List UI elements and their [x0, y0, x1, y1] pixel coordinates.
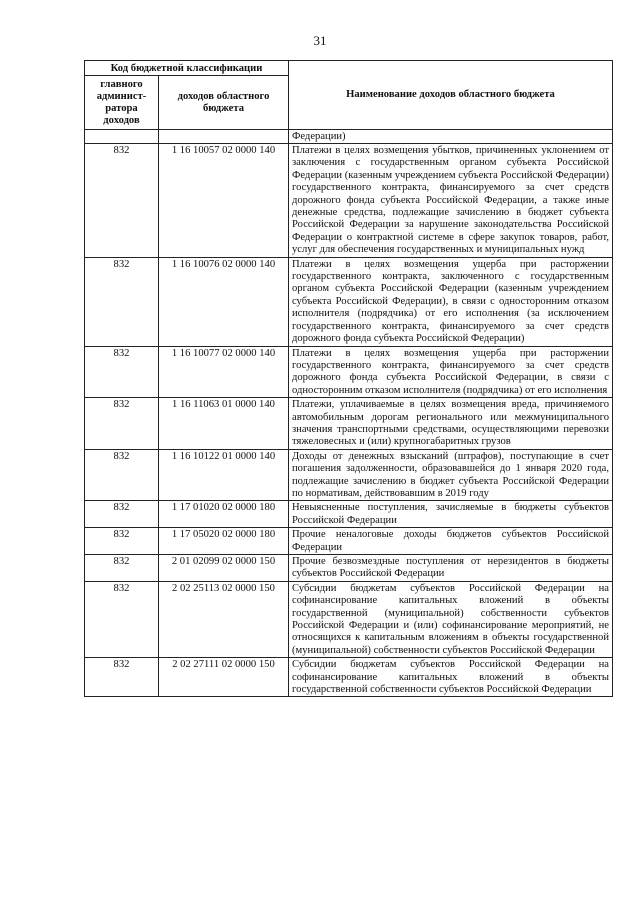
table-row [85, 581, 613, 657]
table-row [85, 257, 613, 346]
admin-code-cell: 832 [85, 398, 159, 450]
table-row [85, 144, 613, 258]
revenue-name-cell: Прочие безвозмездные поступления от нерезидентов в бюджеты субъектов Российской Федерации [289, 555, 613, 582]
revenue-name-header: Наименование доходов областного бюджета [289, 61, 613, 130]
revenue-code-cell: 2 02 27111 02 0000 150 [159, 658, 289, 697]
revenue-name-cell: Платежи в целях возмещения ущерба при расторжении государственного контракта, заключенного с государственным органом субъекта Российской Федерации (казенным учреждением субъекта Российской Федерации), в связи с односторонним отказом исполнителя (подрядчика) от его исполнения (за исключением государственного контракта, финансируемого за счет средств дорожного фонда субъекта Российской Федерации) [289, 257, 613, 346]
revenue-code-cell: 2 02 25113 02 0000 150 [159, 581, 289, 657]
table-row [85, 449, 613, 501]
admin-code-cell: 832 [85, 581, 159, 657]
admin-code-cell: 832 [85, 501, 159, 528]
revenue-code-cell: 1 17 01020 02 0000 180 [159, 501, 289, 528]
admin-code-cell: 832 [85, 144, 159, 258]
revenue-code-cell: 2 01 02099 02 0000 150 [159, 555, 289, 582]
admin-code-cell: 832 [85, 555, 159, 582]
revenue-code-cell: 1 17 05020 02 0000 180 [159, 528, 289, 555]
revenue-code-cell: 1 16 11063 01 0000 140 [159, 398, 289, 450]
regional-revenue-code-header: доходов областного бюджета [159, 76, 289, 130]
table-row [85, 658, 613, 697]
table-row [85, 501, 613, 528]
revenue-classification-table [84, 60, 613, 697]
table-row [85, 555, 613, 582]
revenue-code-cell: 1 16 10122 01 0000 140 [159, 449, 289, 501]
revenue-code-cell: 1 16 10076 02 0000 140 [159, 257, 289, 346]
revenue-name-cell: Субсидии бюджетам субъектов Российской Федерации на софинансирование капитальных вложений в объекты государственной (муниципальной) собственности субъектов Российской Федерации и (или) софинансирование мероприятий, не относящихся к капитальным вложениям в объекты государственной (муниципальной) собственности субъектов Российской Федерации [289, 581, 613, 657]
revenue-name-cell: Прочие неналоговые доходы бюджетов субъектов Российской Федерации [289, 528, 613, 555]
revenue-name-cell: Платежи в целях возмещения убытков, причиненных уклонением от заключения с государственным органом субъекта Российской Федерации (казенным учреждением субъекта Российской Федерации) государственного контракта, финансируемого за счет средств дорожного фонда субъекта Российской Федерации, а также иные денежные средства, подлежащие зачислению в бюджет субъекта Российской Федерации за нарушение законодательства Российской Федерации о контрактной системе в сфере закупок товаров, работ, услуг для обеспечения государственных и муниципальных нужд [289, 144, 613, 258]
admin-code-cell: 832 [85, 257, 159, 346]
table-row [85, 398, 613, 450]
revenue-name-cell: Платежи, уплачиваемые в целях возмещения вреда, причиняемого автомобильным дорогам регионального или межмуниципального значения транспортными средствами, осуществляющими перевозки тяжеловесных и (или) крупногабаритных грузов [289, 398, 613, 450]
continuation-text: Федерации) [289, 130, 613, 144]
chief-administrator-header: главного админист-ратора доходов [85, 76, 159, 130]
continuation-admin-cell [85, 130, 159, 144]
revenue-code-cell: 1 16 10077 02 0000 140 [159, 346, 289, 398]
budget-classification-code-header: Код бюджетной классификации [85, 61, 289, 76]
continuation-row [85, 130, 613, 144]
table-row [85, 528, 613, 555]
admin-code-cell: 832 [85, 528, 159, 555]
revenue-name-cell: Субсидии бюджетам субъектов Российской Федерации на софинансирование капитальных вложений в объекты государственной собственности субъектов Российской Федерации [289, 658, 613, 697]
revenue-name-cell: Доходы от денежных взысканий (штрафов), поступающие в счет погашения задолженности, образовавшейся до 1 января 2020 года, подлежащие зачислению в бюджет субъекта Российской Федерации по нормативам, действовавшим в 2019 году [289, 449, 613, 501]
admin-code-cell: 832 [85, 346, 159, 398]
revenue-name-cell: Платежи в целях возмещения ущерба при расторжении государственного контракта, финансируемого за счет средств дорожного фонда субъекта Российской Федерации, в связи с односторонним отказом исполнителя (подрядчика) от его исполнения [289, 346, 613, 398]
continuation-code-cell [159, 130, 289, 144]
revenue-code-cell: 1 16 10057 02 0000 140 [159, 144, 289, 258]
page-number: 31 [313, 33, 327, 48]
admin-code-cell: 832 [85, 449, 159, 501]
revenue-name-cell: Невыясненные поступления, зачисляемые в бюджеты субъектов Российской Федерации [289, 501, 613, 528]
table-row [85, 346, 613, 398]
admin-code-cell: 832 [85, 658, 159, 697]
